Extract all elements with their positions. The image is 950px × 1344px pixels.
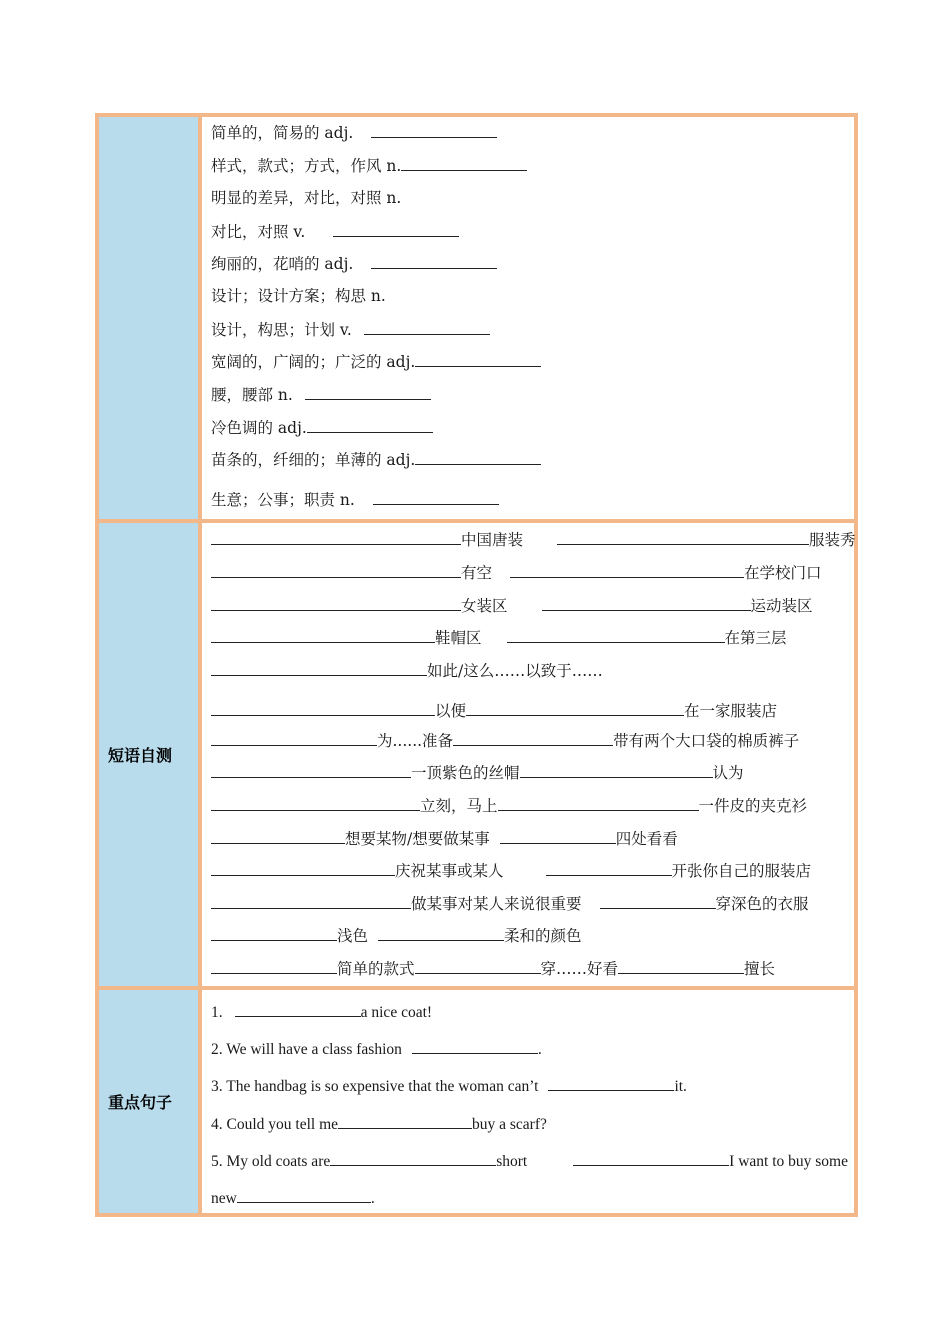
- answer-blank[interactable]: [415, 351, 541, 367]
- vocab-item: 设计，构思；计划 v.: [211, 319, 490, 340]
- vocab-item: 腰，腰部 n.: [211, 384, 431, 405]
- vocab-content: [200, 115, 856, 521]
- answer-blank[interactable]: [211, 627, 435, 643]
- answer-blank[interactable]: [378, 925, 504, 941]
- answer-blank[interactable]: [498, 795, 699, 811]
- vocab-item: 绚丽的，花哨的 adj.: [211, 253, 497, 274]
- answer-blank[interactable]: [573, 1150, 729, 1166]
- phrase-line: 做某事对某人来说很重要 穿深色的衣服: [211, 893, 809, 914]
- answer-blank[interactable]: [330, 1150, 496, 1166]
- answer-blank[interactable]: [211, 562, 461, 578]
- answer-blank[interactable]: [211, 860, 395, 876]
- vocab-item: 冷色调的 adj.: [211, 417, 433, 438]
- answer-blank[interactable]: [211, 700, 435, 716]
- answer-blank[interactable]: [371, 122, 497, 138]
- answer-blank[interactable]: [401, 155, 527, 171]
- answer-blank[interactable]: [466, 700, 684, 716]
- sentence-2: 2. We will have a class fashion .: [211, 1038, 542, 1060]
- answer-blank[interactable]: [211, 730, 377, 746]
- phrase-line: 一顶紫色的丝帽 认为: [211, 762, 744, 783]
- answer-blank[interactable]: [211, 529, 461, 545]
- answer-blank[interactable]: [364, 319, 490, 335]
- vocab-item: 生意；公事；职责 n.: [211, 489, 499, 510]
- sentence-5: 5. My old coats are short I want to buy some: [211, 1150, 848, 1172]
- answer-blank[interactable]: [415, 449, 541, 465]
- vocab-row: [97, 115, 856, 521]
- answer-blank[interactable]: [600, 893, 716, 909]
- phrases-content: [200, 521, 856, 988]
- vocab-item: 苗条的，纤细的；单薄的 adj.: [211, 449, 541, 470]
- answer-blank[interactable]: [211, 795, 420, 811]
- phrase-line: 浅色 柔和的颜色: [211, 925, 582, 946]
- phrase-line: 如此/这么……以致于……: [211, 660, 603, 681]
- answer-blank[interactable]: [557, 529, 809, 545]
- sentence-5-line2: new .: [211, 1187, 375, 1209]
- answer-blank[interactable]: [371, 253, 497, 269]
- phrase-line: 想要某物/想要做某事 四处看看: [211, 828, 678, 849]
- vocab-item: 样式，款式；方式，作风 n.: [211, 155, 527, 176]
- answer-blank[interactable]: [333, 221, 459, 237]
- phrase-line: 立刻，马上 一件皮的夹克衫: [211, 795, 807, 816]
- phrases-row: [97, 521, 856, 988]
- phrase-line: 女装区 运动装区: [211, 595, 813, 616]
- phrase-line: 鞋帽区 在第三层: [211, 627, 787, 648]
- vocab-label: [97, 115, 200, 521]
- answer-blank[interactable]: [507, 627, 725, 643]
- phrases-label: 短语自测: [97, 521, 200, 988]
- vocab-item: 明显的差异，对比，对照 n.: [211, 189, 402, 207]
- vocab-item: 宽阔的，广阔的；广泛的 adj.: [211, 351, 541, 372]
- answer-blank[interactable]: [211, 893, 411, 909]
- answer-blank[interactable]: [211, 958, 337, 974]
- answer-blank[interactable]: [305, 384, 431, 400]
- answer-blank[interactable]: [211, 762, 411, 778]
- sentence-1: 1. a nice coat!: [211, 1001, 432, 1023]
- vocab-item: 设计；设计方案；构思 n.: [211, 287, 386, 305]
- sentences-label: 重点句子: [97, 988, 200, 1215]
- answer-blank[interactable]: [237, 1187, 371, 1203]
- answer-blank[interactable]: [338, 1113, 472, 1129]
- answer-blank[interactable]: [235, 1001, 361, 1017]
- answer-blank[interactable]: [542, 595, 751, 611]
- phrase-line: 为......准备 带有两个大口袋的棉质裤子: [211, 730, 799, 751]
- phrase-line: 中国唐装 服装秀: [211, 529, 856, 550]
- answer-blank[interactable]: [211, 925, 337, 941]
- sentences-row: [97, 988, 856, 1215]
- answer-blank[interactable]: [415, 958, 541, 974]
- answer-blank[interactable]: [510, 562, 744, 578]
- vocab-item: 对比，对照 v.: [211, 221, 459, 242]
- answer-blank[interactable]: [453, 730, 613, 746]
- answer-blank[interactable]: [211, 828, 345, 844]
- answer-blank[interactable]: [211, 595, 461, 611]
- answer-blank[interactable]: [412, 1038, 538, 1054]
- answer-blank[interactable]: [500, 828, 616, 844]
- answer-blank[interactable]: [307, 417, 433, 433]
- phrase-line: 简单的款式 穿……好看 擅长: [211, 958, 775, 979]
- answer-blank[interactable]: [618, 958, 744, 974]
- phrase-line: 有空 在学校门口: [211, 562, 822, 583]
- sentence-3: 3. The handbag is so expensive that the woman can’t it.: [211, 1075, 687, 1097]
- worksheet-table: [95, 113, 858, 1217]
- phrase-line: 庆祝某事或某人 开张你自己的服装店: [211, 860, 811, 881]
- sentence-4: 4. Could you tell me buy a scarf?: [211, 1113, 547, 1135]
- answer-blank[interactable]: [373, 489, 499, 505]
- answer-blank[interactable]: [546, 860, 672, 876]
- vocab-item: 简单的，简易的 adj.: [211, 122, 497, 143]
- answer-blank[interactable]: [520, 762, 713, 778]
- phrase-line: 以便 在一家服装店: [211, 700, 777, 721]
- answer-blank[interactable]: [548, 1075, 674, 1091]
- sentences-content: [200, 988, 856, 1215]
- answer-blank[interactable]: [211, 660, 427, 676]
